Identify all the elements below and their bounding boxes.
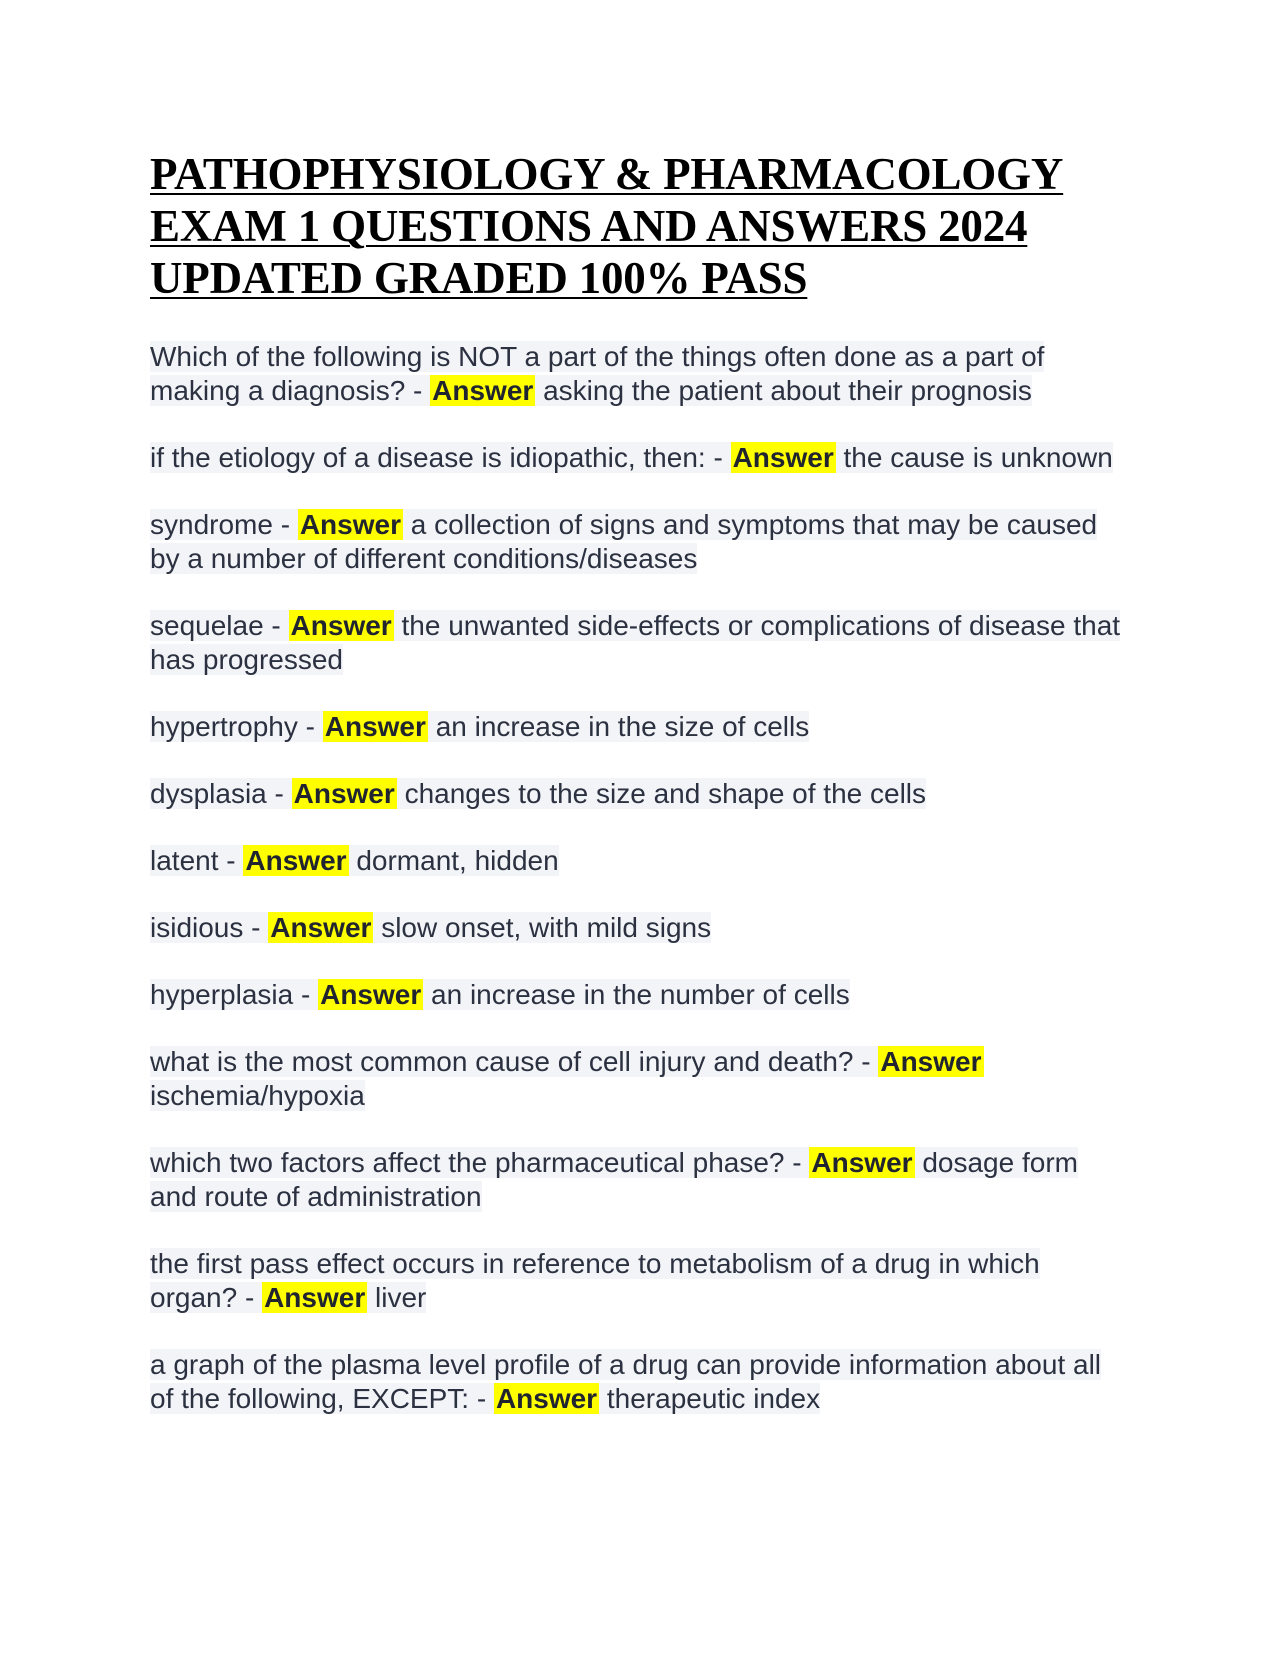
qa-answer: ischemia/hypoxia [150,1080,365,1111]
qa-question: latent - [150,845,236,876]
qa-item [150,777,1130,811]
qa-question: sequelae - [150,610,281,641]
qa-item [150,844,1130,878]
qa-answer: slow onset, with mild signs [381,912,712,943]
answer-label: Answer [270,912,372,943]
answer-label: Answer [495,1383,598,1414]
qa-item [150,609,1130,677]
answer-label: Answer [880,1046,982,1077]
qa-question: dysplasia - [150,778,284,809]
qa-item [150,1146,1130,1214]
qa-item [150,911,1130,945]
qa-question: isidious - [150,912,261,943]
qa-question: Which of the following is NOT a part of the things often done as a part of making a diagnosis? - [150,341,1045,406]
document-page [150,148,1130,1449]
qa-text [150,341,1044,406]
qa-text [150,1046,984,1111]
qa-text [150,509,1097,574]
answer-label: Answer [432,375,534,406]
qa-question: hyperplasia - [150,979,311,1010]
qa-answer: an increase in the size of cells [435,711,810,742]
qa-answer: the unwanted side-effects or complications of disease that has progressed [150,610,1121,675]
answer-label: Answer [324,711,426,742]
qa-item [150,1247,1130,1315]
qa-question: which two factors affect the pharmaceutical phase? - [150,1147,802,1178]
answer-label: Answer [293,778,395,809]
answer-label: Answer [245,845,347,876]
qa-question: the first pass effect occurs in reference to metabolism of a drug in which organ? - [150,1248,1040,1313]
qa-answer: a collection of signs and symptoms that may be caused by a number of different conditions/diseases [150,509,1098,574]
qa-answer: dosage form and route of administration [150,1147,1078,1212]
qa-question: syndrome - [150,509,291,540]
qa-item [150,441,1130,475]
answer-label: Answer [264,1282,366,1313]
qa-answer: asking the patient about their prognosis [543,375,1032,406]
qa-question: hypertrophy - [150,711,315,742]
answer-label: Answer [811,1147,913,1178]
qa-text [150,1147,1078,1212]
qa-item [150,340,1130,408]
qa-question: if the etiology of a disease is idiopathic, then: - [150,442,723,473]
answer-label: Answer [732,442,834,473]
qa-text [150,610,1120,675]
qa-text [150,979,850,1010]
qa-text [150,1349,1101,1414]
answer-label: Answer [290,610,392,641]
qa-text [150,912,711,943]
qa-text [150,442,1113,473]
qa-item [150,1045,1130,1113]
qa-answer: an increase in the number of cells [431,979,850,1010]
qa-text [150,1248,1040,1313]
qa-question: what is the most common cause of cell injury and death? - [150,1046,871,1077]
answer-label: Answer [299,509,401,540]
document-title: PATHOPHYSIOLOGY & PHARMACOLOGY EXAM 1 QUESTIONS AND ANSWERS 2024 UPDATED GRADED 100% PASS [150,149,1064,303]
qa-list [150,340,1130,1416]
qa-question: a graph of the plasma level profile of a drug can provide information about all of the following, EXCEPT: - [150,1349,1102,1414]
qa-item [150,710,1130,744]
qa-text [150,711,809,742]
answer-label: Answer [320,979,422,1010]
qa-answer: changes to the size and shape of the cells [404,778,927,809]
qa-answer: the cause is unknown [843,442,1113,473]
qa-answer: therapeutic index [606,1383,821,1414]
qa-text [150,778,926,809]
qa-item [150,978,1130,1012]
qa-answer: liver [375,1282,427,1313]
qa-text [150,845,559,876]
qa-answer: dormant, hidden [356,845,559,876]
qa-item [150,1348,1130,1416]
qa-item [150,508,1130,576]
